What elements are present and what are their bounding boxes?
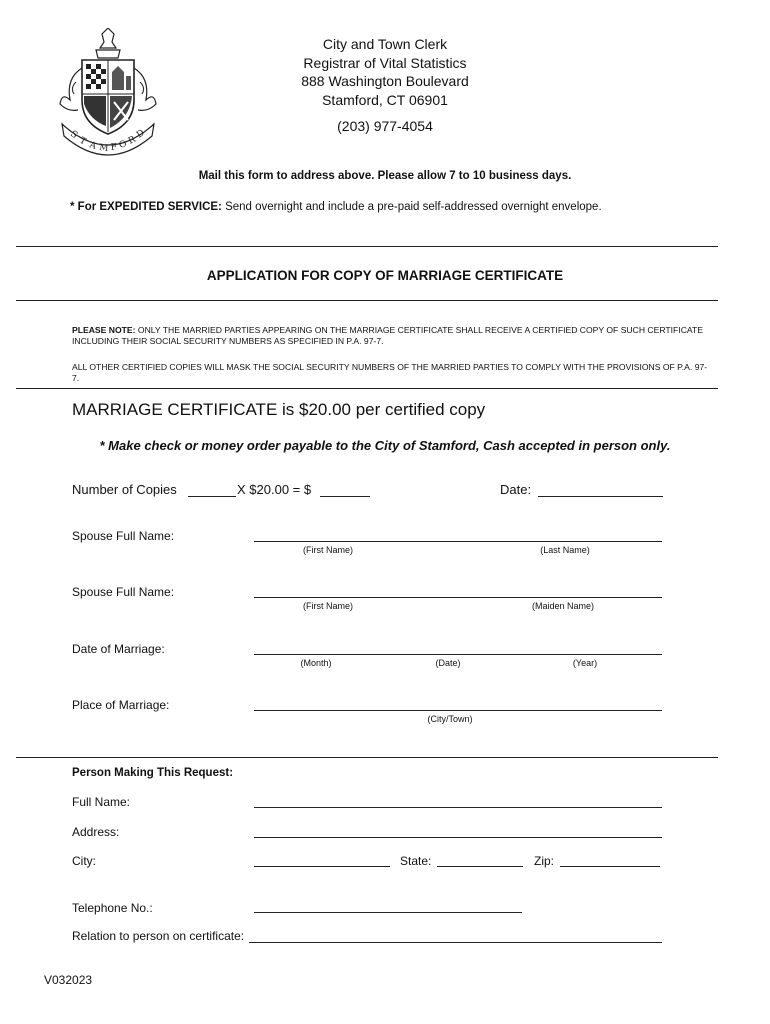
clerk-address-block — [220, 35, 550, 136]
copies-label: Number of Copies — [72, 482, 177, 497]
city-seal-logo — [56, 28, 160, 156]
divider-title — [16, 300, 718, 301]
marriage-city-caption: (City/Town) — [427, 714, 473, 724]
expedited-label: * For EXPEDITED SERVICE: — [70, 201, 222, 213]
svg-text:D: D — [135, 128, 147, 141]
divider-notes — [16, 388, 718, 389]
date-field[interactable] — [538, 496, 663, 497]
relation-label: Relation to person on certificate: — [72, 929, 245, 943]
svg-text:R: R — [126, 134, 138, 147]
date-label: Date: — [500, 482, 532, 497]
state-field[interactable] — [437, 866, 523, 867]
city-field[interactable] — [254, 866, 390, 867]
spouse1-name-field[interactable] — [254, 541, 662, 542]
spouse2-first-caption: (First Name) — [303, 601, 353, 611]
please-note-text: ONLY THE MARRIED PARTIES APPEARING ON THE MARRIAGE CERTIFICATE SHALL RECEIVE A CERTIFIED COPY OF SUCH CERTIFICATE INCLUDING THEIR SOCIAL SECURITY NUMBERS AS SPECIFIED IN P.A. 97-7. — [72, 325, 703, 346]
office-phone: (203) 977-4054 — [337, 118, 433, 134]
zip-label: Zip: — [534, 854, 555, 868]
please-note — [72, 325, 712, 346]
form-version: V032023 — [44, 973, 93, 987]
svg-text:A: A — [88, 140, 98, 152]
divider-top — [16, 246, 718, 247]
telephone-label: Telephone No.: — [72, 901, 153, 915]
divider-requester — [16, 757, 718, 758]
expedited-text: Send overnight and include a pre-paid self-addressed overnight envelope. — [221, 201, 602, 213]
payment-instructions: * Make check or money order payable to the City of Stamford, Cash accepted in person only. — [99, 438, 671, 453]
svg-text:O: O — [118, 139, 128, 151]
spouse2-label: Spouse Full Name: — [72, 585, 175, 599]
spouse2-name-field[interactable] — [254, 597, 662, 598]
state-label: State: — [400, 854, 432, 868]
zip-field[interactable] — [560, 866, 660, 867]
spouse1-last-caption: (Last Name) — [540, 545, 590, 555]
svg-text:F: F — [110, 142, 118, 153]
address-field[interactable] — [254, 837, 662, 838]
marriage-date-label: Date of Marriage: — [72, 642, 165, 656]
form-title: APPLICATION FOR COPY OF MARRIAGE CERTIFICATE — [206, 268, 564, 283]
telephone-field[interactable] — [254, 912, 522, 913]
city-label: City: — [72, 854, 96, 868]
svg-text:S: S — [68, 129, 80, 141]
spouse1-label: Spouse Full Name: — [72, 529, 175, 543]
marriage-place-label: Place of Marriage: — [72, 698, 170, 712]
requester-heading: Person Making This Request: — [72, 767, 234, 779]
marriage-day-caption: (Date) — [435, 658, 461, 668]
full-name-label: Full Name: — [72, 795, 131, 809]
copies-multiplier: X $20.00 = $ — [237, 482, 312, 497]
spouse2-maiden-caption: (Maiden Name) — [531, 601, 595, 611]
svg-text:T: T — [77, 135, 88, 148]
marriage-date-field[interactable] — [254, 654, 662, 655]
marriage-place-field[interactable] — [254, 710, 662, 711]
address-label: Address: — [72, 825, 120, 839]
registrar-name: Registrar of Vital Statistics — [303, 54, 467, 71]
masking-note: ALL OTHER CERTIFIED COPIES WILL MASK THE SOCIAL SECURITY NUMBERS OF THE MARRIED PARTIES TO COMPLY WITH THE PROVISIONS OF P.A. 97-7. — [72, 362, 708, 383]
total-amount-field[interactable] — [320, 496, 370, 497]
mail-notice: Mail this form to address above. Please allow 7 to 10 business days. — [198, 170, 572, 182]
spouse1-first-caption: (First Name) — [303, 545, 353, 555]
copies-field[interactable] — [188, 496, 236, 497]
marriage-year-caption: (Year) — [572, 658, 598, 668]
office-name: City and Town Clerk — [322, 36, 448, 52]
city-state-zip: Stamford, CT 06901 — [322, 91, 448, 108]
full-name-field[interactable] — [254, 807, 662, 808]
price-statement: MARRIAGE CERTIFICATE is $20.00 per certified copy — [72, 400, 486, 419]
street-address: 888 Washington Boulevard — [301, 73, 469, 89]
marriage-month-caption: (Month) — [300, 658, 332, 668]
please-note-label: PLEASE NOTE: — [72, 325, 136, 335]
relation-field[interactable] — [249, 942, 662, 943]
expedited-notice — [70, 201, 602, 213]
svg-text:M: M — [98, 143, 109, 154]
